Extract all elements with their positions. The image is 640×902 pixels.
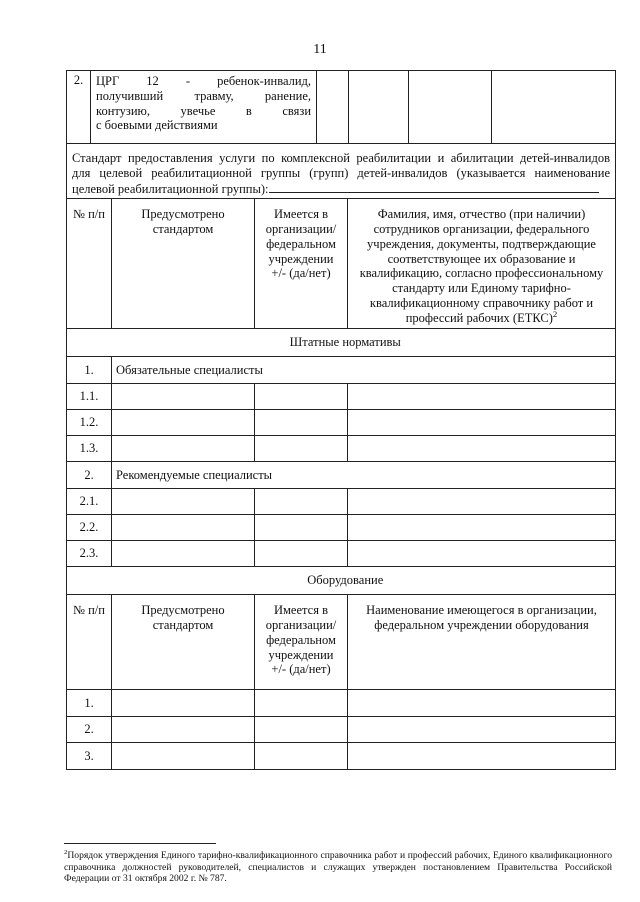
desc-word: ранение, xyxy=(264,88,312,103)
row-number: 2. xyxy=(67,717,112,743)
desc-word: в xyxy=(245,103,252,118)
header-available: Имеется в организации/ федеральном учреждении +/- (да/нет) xyxy=(255,595,348,690)
input-cell[interactable] xyxy=(348,410,616,436)
desc-word: связи xyxy=(282,103,312,118)
header-available: Имеется в организации/ федеральном учреждении +/- (да/нет) xyxy=(255,199,348,329)
empty-cell xyxy=(317,71,349,144)
row-number: 3. xyxy=(67,743,112,770)
target-group-description xyxy=(91,71,317,144)
input-cell[interactable] xyxy=(255,743,348,770)
desc-word: ЦРГ xyxy=(96,74,120,88)
desc-word: 12 xyxy=(146,74,159,88)
target-group-number: 2. xyxy=(67,71,91,144)
fill-in-underline xyxy=(269,181,599,193)
standard-paragraph-line: для целевой реабилитационной группы (групп) детей-инвалидов (указывается наименование xyxy=(72,165,610,180)
empty-cell xyxy=(349,71,409,144)
header-number: № п/п xyxy=(67,595,112,690)
input-cell[interactable] xyxy=(112,515,255,541)
input-cell[interactable] xyxy=(348,690,616,717)
section-staff-title: Штатные нормативы xyxy=(112,329,616,357)
empty-cell xyxy=(67,567,112,595)
header-number: № п/п xyxy=(67,199,112,329)
standard-paragraph-last-line xyxy=(72,181,610,197)
desc-word: травму, xyxy=(194,88,234,103)
input-cell[interactable] xyxy=(348,384,616,410)
footnote-text: Порядок утверждения Единого тарифно-квалификационного справочника работ и профессий рабочих, Единого квалификационного справочника должностей руководителей, специалистов и служащих утвержден постановлением Правительства Российской Федерации от 31 октября 2002 г. № 787. xyxy=(64,850,612,885)
input-cell[interactable] xyxy=(112,384,255,410)
input-cell[interactable] xyxy=(255,717,348,743)
target-group-table xyxy=(66,70,616,144)
desc-word: - xyxy=(185,74,191,88)
input-cell[interactable] xyxy=(348,743,616,770)
page-number: 11 xyxy=(313,42,327,57)
desc-word: получивший xyxy=(96,88,164,103)
group-number: 2. xyxy=(67,462,112,489)
empty-cell xyxy=(67,329,112,357)
desc-word: контузию, xyxy=(96,103,151,118)
row-number: 1.1. xyxy=(67,384,112,410)
input-cell[interactable] xyxy=(112,489,255,515)
input-cell[interactable] xyxy=(255,690,348,717)
row-number: 2.2. xyxy=(67,515,112,541)
desc-word: увечье xyxy=(180,103,216,118)
input-cell[interactable] xyxy=(348,541,616,567)
input-cell[interactable] xyxy=(255,410,348,436)
input-cell[interactable] xyxy=(112,717,255,743)
row-number: 2.3. xyxy=(67,541,112,567)
footnote-ref: 2 xyxy=(552,308,558,319)
standard-paragraph xyxy=(67,144,616,199)
input-cell[interactable] xyxy=(112,436,255,462)
standard-paragraph-line: целевой реабилитационной группы): xyxy=(72,181,269,196)
header-fio-text: Фамилия, имя, отчество (при наличии) сотрудников организации, федерального учреждения, документы, подтверждающие соответствующее их образование и квалификацию, согласно профессиональному стандарту или Единому тарифно-квалификационному справочнику работ и профессий рабочих (ЕТКС) xyxy=(359,207,604,325)
input-cell[interactable] xyxy=(255,384,348,410)
section-equipment-title: Оборудование xyxy=(112,567,616,595)
row-number: 1. xyxy=(67,690,112,717)
group-number: 1. xyxy=(67,357,112,384)
group-title: Рекомендуемые специалисты xyxy=(112,462,616,489)
row-number: 2.1. xyxy=(67,489,112,515)
group-title: Обязательные специалисты xyxy=(112,357,616,384)
footnote-marker: 2 xyxy=(64,848,68,856)
input-cell[interactable] xyxy=(112,690,255,717)
header-equipment-name: Наименование имеющегося в организации, федеральном учреждении оборудования xyxy=(348,595,616,690)
input-cell[interactable] xyxy=(255,436,348,462)
input-cell[interactable] xyxy=(112,743,255,770)
row-number: 1.2. xyxy=(67,410,112,436)
input-cell[interactable] xyxy=(348,489,616,515)
standard-paragraph-line: Стандарт предоставления услуги по комплексной реабилитации и абилитации детей-инвалидов xyxy=(72,151,610,165)
header-fio xyxy=(348,199,616,329)
footnote xyxy=(64,850,612,885)
input-cell[interactable] xyxy=(255,541,348,567)
input-cell[interactable] xyxy=(348,717,616,743)
header-provided: Предусмотрено стандартом xyxy=(112,199,255,329)
empty-cell xyxy=(409,71,492,144)
header-provided: Предусмотрено стандартом xyxy=(112,595,255,690)
input-cell[interactable] xyxy=(255,515,348,541)
input-cell[interactable] xyxy=(348,436,616,462)
input-cell[interactable] xyxy=(112,410,255,436)
desc-line: с боевыми действиями xyxy=(96,118,218,133)
empty-cell xyxy=(492,71,616,144)
rehab-standard-table xyxy=(66,143,616,770)
input-cell[interactable] xyxy=(255,489,348,515)
desc-word: ребенок-инвалид, xyxy=(217,74,312,88)
input-cell[interactable] xyxy=(348,515,616,541)
footnote-separator xyxy=(64,843,216,844)
row-number: 1.3. xyxy=(67,436,112,462)
input-cell[interactable] xyxy=(112,541,255,567)
